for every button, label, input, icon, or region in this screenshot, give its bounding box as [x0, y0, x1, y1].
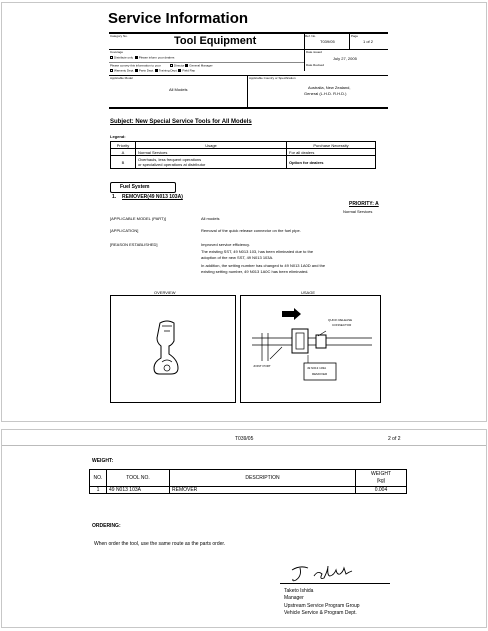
checkbox-checked-icon [185, 64, 188, 67]
signer-group: Upstream Service Program Group [284, 603, 360, 609]
weight-header-cell: TOOL NO. [107, 470, 170, 487]
applicable-model-part-label: [APPLICABLE MODEL (PART)] [110, 216, 166, 221]
weight-heading: WEIGHT: [92, 458, 114, 464]
checkbox-empty-icon [110, 69, 113, 72]
reason-line: The existing SST, 49 N013 103, has been eliminated due to the [201, 249, 314, 254]
quick-release-label: QUICK RELEASE [328, 318, 353, 322]
page-number: 2 of 2 [388, 436, 401, 442]
subject-line: Subject: New Special Service Tools for All Models [110, 119, 252, 125]
weight-header-cell: DESCRIPTION [170, 470, 356, 487]
legend-cell: B [111, 156, 136, 169]
checkbox-empty-icon [110, 56, 113, 59]
document-page-1 [1, 2, 487, 422]
date-issued-label: Date issued [306, 50, 322, 54]
remover-tool-drawing [142, 318, 192, 378]
item-title: REMOVER(49 N013 103A) [122, 194, 183, 200]
priority: PRIORITY: A [349, 201, 379, 207]
coverage-label: Coverage [110, 50, 124, 54]
table-cell: REMOVER [170, 487, 356, 494]
checkbox-checked-icon [155, 69, 158, 72]
legend-table [110, 141, 376, 169]
signer-name: Taketo Ishida [284, 588, 314, 594]
reason-line: In addition, the setting number has changed to 49 N013 1A0D and the [201, 263, 326, 268]
legend-row [111, 149, 376, 156]
legend-cell: Option for dealers [287, 156, 376, 169]
legend-cell: For all dealers [287, 149, 376, 156]
header-rule [109, 32, 388, 34]
section-title: Fuel System [120, 184, 150, 190]
applicable-model-label: Applicable Model [110, 76, 133, 80]
category-label: Category No. [110, 34, 128, 38]
ordering-heading: ORDERING: [92, 523, 121, 529]
checkbox-checked-icon [135, 69, 138, 72]
checkbox-checked-icon [135, 56, 138, 59]
signature-image [288, 562, 358, 584]
legend-cell: A [111, 149, 136, 156]
weight-header-cell: NO. [90, 470, 107, 487]
ref-no-label: Ref. No. [305, 34, 317, 38]
tool-tag-number: 49 N013 103A [307, 366, 327, 370]
page-label: Page [351, 34, 359, 38]
weight-header-row [90, 470, 407, 487]
legend-header-cell: Priority [111, 142, 136, 149]
priority-sub: Normal Services [343, 209, 373, 214]
header-title: Service Information [108, 10, 249, 27]
table-row [90, 487, 407, 494]
checkbox-checked-icon [178, 69, 181, 72]
table-cell: 1 [90, 487, 107, 494]
signer-department: Vehicle Service & Program Dept. [284, 610, 357, 616]
legend-row [111, 156, 376, 169]
department-options: Warranty Dept. Parts Dept. Training Dept. Field Rep [110, 69, 195, 72]
signature-line [280, 583, 390, 584]
applicable-country-line-2: General (L.H.D. R.H.D.) [304, 91, 347, 96]
ref-no: T039/05 [235, 436, 254, 442]
document-page-2 [1, 429, 487, 628]
connector-label: CONNECTOR [332, 323, 352, 327]
signer-title: Manager [284, 595, 304, 601]
date-revised-label: Date Revised [306, 63, 325, 67]
application-text: Removal of the quick release connector on the fuel pipe. [201, 228, 301, 233]
application-label: [APPLICATION] [110, 228, 139, 233]
reason-line: adoption of the new SST, 49 N013 103A. [201, 255, 274, 260]
table-cell: 0.004 [356, 487, 407, 494]
coverage-options: Distribute only Please inform your dealers [110, 56, 174, 59]
legend-header-row [111, 142, 376, 149]
legend-cell: Normal Services [136, 149, 287, 156]
tool-tag-name: REMOVER [312, 372, 328, 376]
applicable-country-line-1: Australia, New Zealand, [308, 85, 351, 90]
reason-label: [REASON ESTABLISHED] [110, 242, 158, 247]
weight-table [89, 469, 407, 494]
applicable-country-label: Applicable Country or Specification [249, 76, 296, 80]
legend-cell: Overhauls, less frequent operations or specialized operations at distributor [136, 156, 287, 169]
convey-line: Please convey this information to your Director General Manager [110, 63, 213, 68]
applicable-model: All Models [169, 87, 188, 92]
reason-line: Improved service efficiency. [201, 242, 250, 247]
joint-port-label: JOINT PORT [253, 364, 271, 368]
page-number: 1 of 2 [363, 39, 374, 44]
legend-header-cell: Purchase Necessity [287, 142, 376, 149]
date-issued: July 27, 2005 [333, 56, 357, 61]
overview-label: OVERVIEW [154, 290, 176, 295]
ordering-text: When order the tool, use the same route as the parts order. [94, 541, 226, 547]
table-cell: 49 N013 103A [107, 487, 170, 494]
item-number: 1. [112, 194, 117, 200]
checkbox-empty-icon [170, 64, 173, 67]
document-title: Tool Equipment [174, 35, 257, 47]
weight-header-cell: WEIGHT (kg) [356, 470, 407, 487]
legend-header-cell: Usage [136, 142, 287, 149]
reason-line: existing setting number, 49 N013 1A0C has been eliminated. [201, 269, 309, 274]
usage-label: USAGE [301, 290, 316, 295]
ref-no: T039/05 [320, 39, 335, 44]
usage-diagram [242, 303, 380, 401]
legend-label: Legend: [110, 134, 126, 139]
applicable-model-part: All models [201, 216, 220, 221]
